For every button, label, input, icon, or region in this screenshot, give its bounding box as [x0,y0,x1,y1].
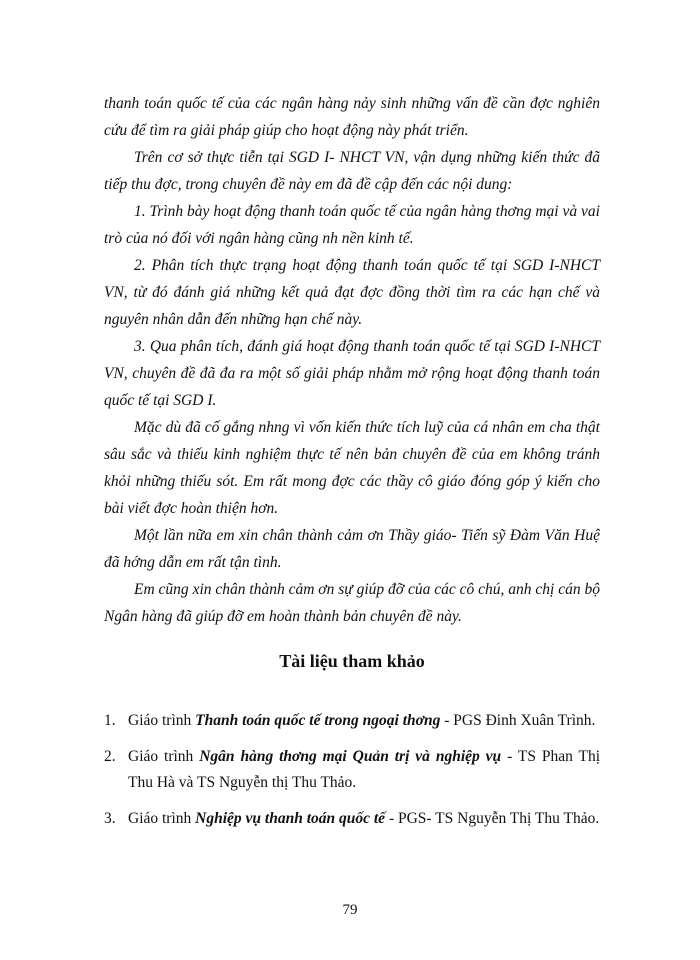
reference-author: - PGS- TS Nguyễn Thị Thu Thảo. [385,810,600,827]
paragraph-6: Mặc dù đã cố gắng nhng vì vốn kiến thức tích luỹ của cá nhân em cha thật sâu sắc và thiếu kinh nghiệm thực tế nên bản chuyên đề của em không tránh khỏi những thiếu sót. Em rất mong đợc các thầy cô giáo đóng góp ý kiến cho bài viết đợc hoàn thiện hơn. [104,419,600,517]
reference-prefix: Giáo trình [128,810,196,827]
reference-book-title: Ngân hàng thơng mại Quản trị và nghiệp vụ [199,748,502,765]
reference-number: 3. [104,810,116,827]
paragraph-3: 1. Trình bày hoạt động thanh toán quốc tế của ngân hàng thơng mại và vai trò của nó đối với ngân hàng cũng nh nền kinh tế. [104,203,600,247]
reference-number: 1. [104,712,116,729]
paragraph-1: thanh toán quốc tế của các ngân hàng nảy sinh những vấn đề cần đợc nghiên cứu để tìm ra giải pháp giúp cho hoạt động này phát triển. [104,95,600,139]
paragraph-7: Một lần nữa em xin chân thành cảm ơn Thầy giáo- Tiến sỹ Đàm Văn Huệ đã hớng dẫn em rất tận tình. [104,527,600,571]
reference-book-title: Nghiệp vụ thanh toán quốc tế [195,810,386,827]
reference-prefix: Giáo trình [128,748,200,765]
reference-author: - TS Phan Thị Thu Hà và TS Nguyễn thị Thu Thảo. [128,748,601,791]
reference-book-title: Thanh toán quốc tế trong ngoại thơng [195,712,441,729]
body-text [104,90,600,630]
reference-number: 2. [104,748,116,765]
references-heading: Tài liệu tham khảo [279,651,425,671]
references-list [104,708,600,842]
reference-item [104,708,600,734]
paragraph-5: 3. Qua phân tích, đánh giá hoạt động thanh toán quốc tế tại SGD I-NHCT VN, chuyên đề đã đa ra một số giải pháp nhằm mở rộng hoạt động thanh toán quốc tế tại SGD I. [104,338,600,409]
paragraph-8: Em cũng xin chân thành cảm ơn sự giúp đỡ của các cô chú, anh chị cán bộ Ngân hàng đã giúp đỡ em hoàn thành bản chuyên đề này. [104,581,600,625]
paragraph-2: Trên cơ sở thực tiễn tại SGD I- NHCT VN, vận dụng những kiến thức đã tiếp thu đợc, trong chuyên đề này em đã đề cập đến các nội dung: [104,149,600,193]
reference-prefix: Giáo trình [128,712,196,729]
page-number: 79 [342,902,358,918]
paragraph-4: 2. Phân tích thực trạng hoạt động thanh toán quốc tế tại SGD I-NHCT VN, từ đó đánh giá những kết quả đạt đợc đồng thời tìm ra các hạn chế và nguyên nhân dẫn đến những hạn chế này. [104,257,600,328]
reference-item [104,744,600,796]
reference-item [104,806,600,832]
reference-author: - PGS Đinh Xuân Trình. [440,712,596,729]
